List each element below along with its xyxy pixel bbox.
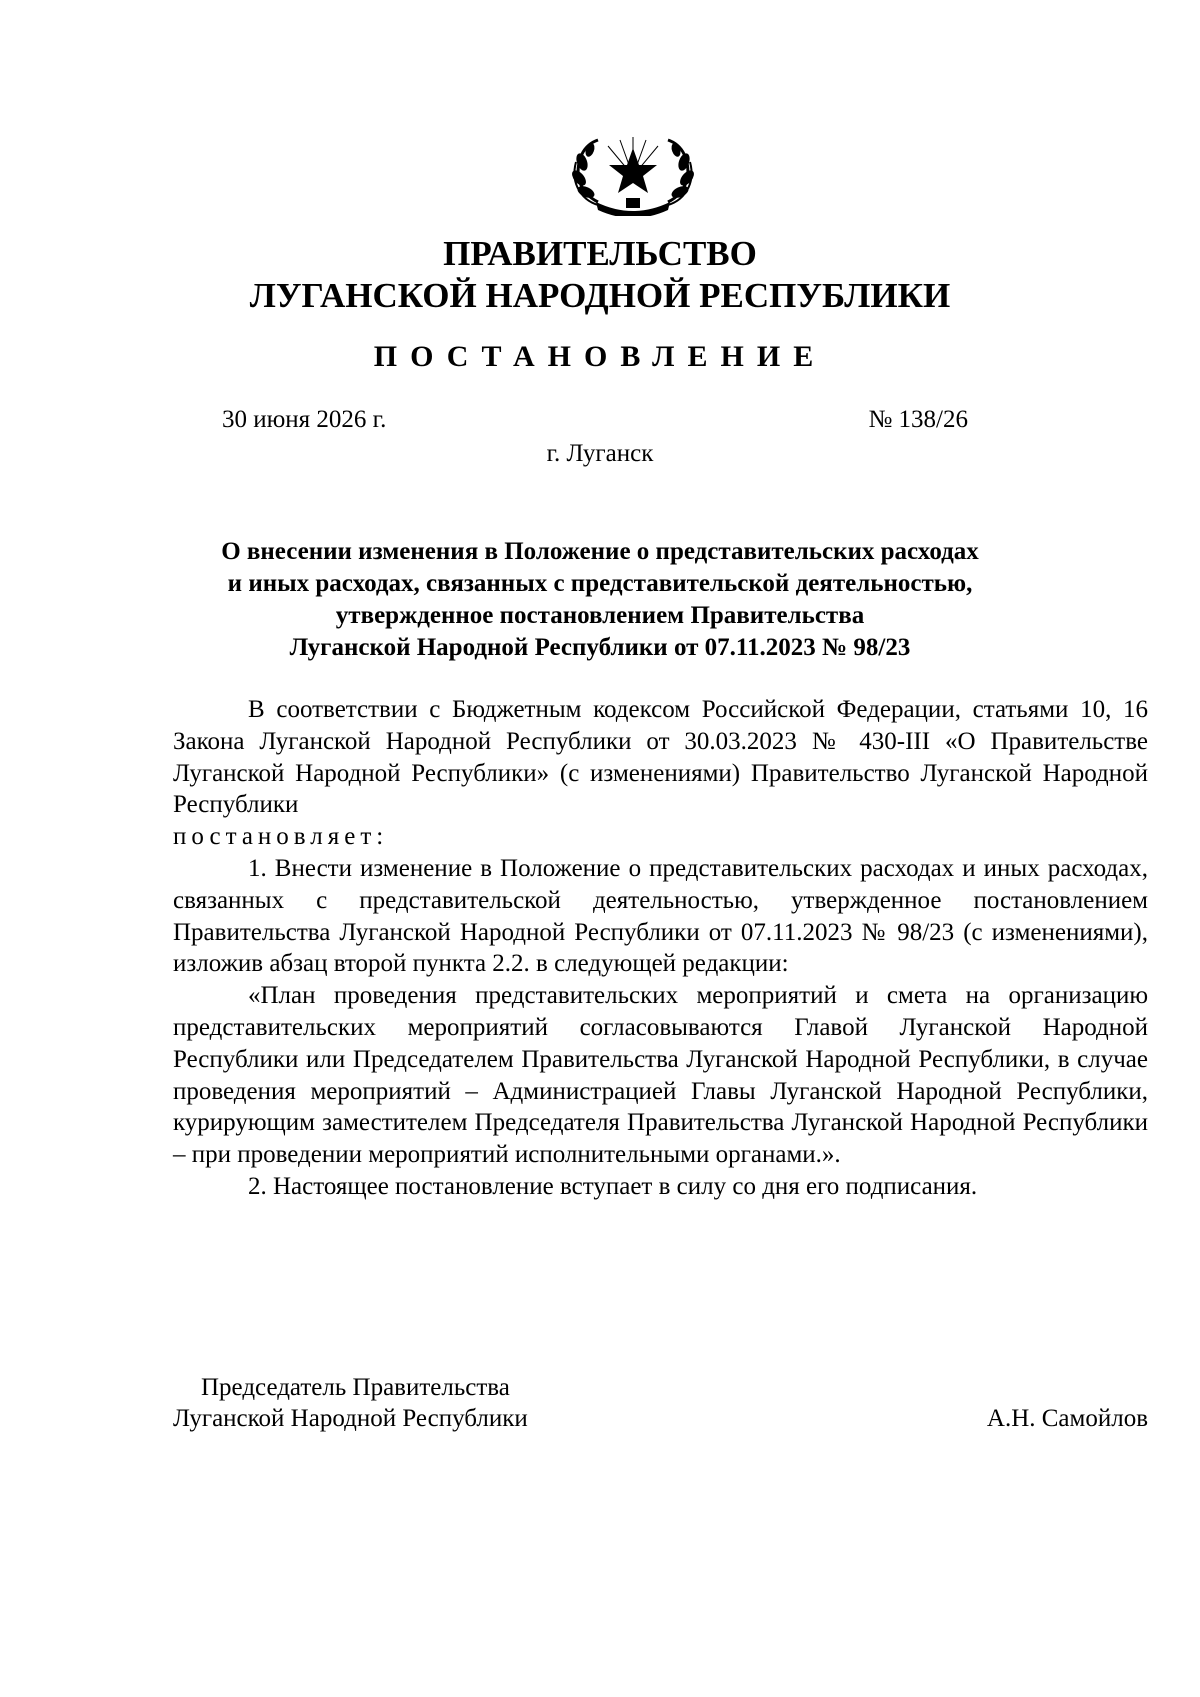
document-date: 30 июня 2026 г.	[222, 406, 387, 433]
document-subject	[160, 536, 1040, 664]
quoted-paragraph: «План проведения представительских мероприятий и смета на организацию представительских мероприятий согласовываются Главой Луганской Народной Республики или Председателем Правительства Луганской Народной Республики, в случае проведения мероприятий – Администрацией Главы Луганской Народной Республики, курирующим заместителем Председателя Правительства Луганской Народной Республики – при проведении мероприятий исполнительными органами.».	[173, 982, 1148, 1169]
coat-of-arms-icon	[568, 132, 698, 216]
preamble-paragraph: В соответствии с Бюджетным кодексом Российской Федерации, статьями 10, 16 Закона Луганской Народной Республики от 30.03.2023 № 430-III «О Правительстве Луганской Народной Республики» (с изменениями) Правительство Луганской Народной Республики	[173, 696, 1148, 819]
item-2-paragraph: 2. Настоящее постановление вступает в силу со дня его подписания.	[248, 1172, 978, 1200]
signatory-position	[173, 1372, 528, 1434]
subject-line: и иных расходах, связанных с представительской деятельностью,	[227, 570, 973, 597]
government-title-line2: ЛУГАНСКОЙ НАРОДНОЙ РЕСПУБЛИКИ	[249, 276, 951, 315]
document-number: № 138/26	[868, 406, 968, 433]
subject-line: утвержденное постановлением Правительства	[335, 602, 865, 629]
document-city: г. Луганск	[546, 440, 654, 467]
government-title-line1: ПРАВИТЕЛЬСТВО	[443, 234, 757, 273]
resolves-word: постановляет:	[173, 823, 389, 851]
document-type: ПОСТАНОВЛЕНИЕ	[373, 340, 827, 373]
signatory-position-line2: Луганской Народной Республики	[173, 1405, 528, 1432]
subject-line: Луганской Народной Республики от 07.11.2023 № 98/23	[289, 634, 911, 661]
subject-line: О внесении изменения в Положение о представительских расходах	[221, 538, 979, 565]
signatory-position-line1: Председатель Правительства	[201, 1374, 510, 1401]
signatory-name: А.Н. Самойлов	[986, 1405, 1148, 1432]
document-body	[173, 694, 1148, 1203]
item-1-paragraph: 1. Внести изменение в Положение о представительских расходах и иных расходах, связанных с представительской деятельностью, утвержденное постановлением Правительства Луганской Народной Республики от 07.11.2023 № 98/23 (с изменениями), изложив абзац второй пункта 2.2. в следующей редакции:	[173, 854, 1148, 978]
